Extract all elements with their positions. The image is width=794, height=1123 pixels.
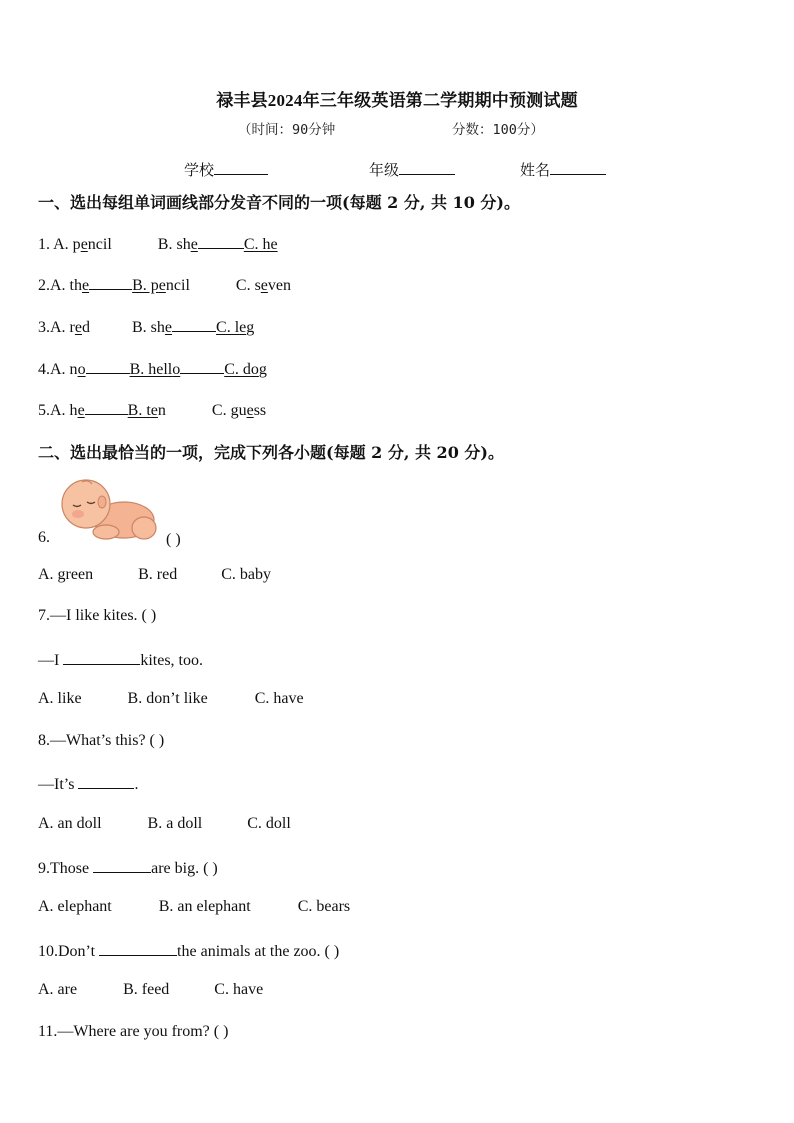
answer-blank[interactable] bbox=[99, 940, 177, 956]
exam-time: （时间：90分钟 bbox=[238, 122, 336, 138]
name-field[interactable] bbox=[520, 159, 606, 180]
question-10-options bbox=[38, 981, 263, 999]
option-b-rest: n bbox=[157, 402, 166, 419]
underline-rule bbox=[172, 316, 216, 332]
option-c-rest: g bbox=[246, 319, 255, 336]
option-b: B. red bbox=[138, 566, 178, 583]
option-a: A. th bbox=[50, 277, 82, 294]
line-text: are big. ( ) bbox=[151, 860, 218, 877]
question-7-line1: 7.—I like kites. ( ) bbox=[38, 607, 157, 624]
option-b: B. sh bbox=[132, 319, 165, 336]
line-text: —It’s bbox=[38, 776, 79, 793]
question-number: 2. bbox=[38, 277, 50, 294]
section2-heading: 二、选出最恰当的一项，完成下列各小题(每题 2 分, 共 20 分)。 bbox=[38, 443, 504, 462]
underlined-letter: e bbox=[74, 319, 82, 336]
underlined-letter: o bbox=[77, 361, 86, 378]
underlined-letter: e bbox=[82, 277, 90, 294]
line-text: 9.Those bbox=[38, 860, 94, 877]
option-a: A. green bbox=[38, 566, 94, 583]
option-c: C. baby bbox=[221, 566, 271, 583]
page-title: 禄丰县2024年三年级英语第二学期期中预测试题 bbox=[216, 91, 578, 110]
option-a: A. like bbox=[38, 690, 82, 707]
grade-field[interactable] bbox=[369, 159, 455, 180]
underlined-letter: e bbox=[239, 319, 247, 336]
option-a: A. elephant bbox=[38, 898, 112, 915]
question-number: 4. bbox=[38, 361, 50, 378]
option-c: C. l bbox=[216, 319, 240, 336]
option-b: B. hell bbox=[129, 361, 173, 378]
exam-score: 分数：100分） bbox=[452, 122, 544, 138]
option-b: B. a doll bbox=[147, 815, 203, 832]
option-c: C. s bbox=[235, 277, 261, 294]
option-c: C. have bbox=[254, 690, 304, 707]
answer-blank[interactable] bbox=[93, 857, 151, 873]
question-8-line1: 8.—What’s this? ( ) bbox=[38, 732, 165, 749]
underline-rule bbox=[180, 358, 224, 374]
option-a: A. n bbox=[50, 361, 78, 378]
underlined-letter: o bbox=[250, 361, 259, 378]
option-a: A. h bbox=[50, 402, 78, 419]
underlined-letter: e bbox=[260, 277, 268, 294]
question-6-options bbox=[38, 566, 271, 584]
underline-rule bbox=[89, 274, 132, 290]
option-b: B. feed bbox=[123, 981, 170, 998]
question-7-line2 bbox=[38, 649, 203, 670]
question-8-line2 bbox=[38, 773, 138, 794]
question-9-line1 bbox=[38, 857, 218, 878]
underline-rule bbox=[85, 399, 128, 415]
option-c-rest: ss bbox=[253, 402, 267, 419]
option-c-rest: ven bbox=[267, 277, 292, 294]
option-c: C. h bbox=[243, 236, 271, 253]
school-blank[interactable] bbox=[214, 160, 268, 175]
option-b: B. an elephant bbox=[158, 898, 251, 915]
grade-label: 年级 bbox=[369, 163, 400, 179]
underline-rule bbox=[86, 358, 130, 374]
option-a-rest: ncil bbox=[87, 236, 112, 253]
school-label: 学校 bbox=[184, 163, 215, 179]
question-6-paren: ( ) bbox=[166, 531, 181, 548]
section1-heading: 一、选出每组单词画线部分发音不同的一项(每题 2 分, 共 10 分)。 bbox=[38, 193, 520, 212]
school-field[interactable] bbox=[184, 159, 268, 180]
underlined-letter: e bbox=[158, 277, 166, 294]
name-blank[interactable] bbox=[550, 160, 606, 175]
underlined-letter: e bbox=[190, 236, 198, 253]
question-4 bbox=[38, 358, 267, 379]
name-label: 姓名 bbox=[520, 163, 551, 179]
option-c: C. bears bbox=[297, 898, 351, 915]
question-number: 1. bbox=[38, 236, 54, 253]
question-5 bbox=[38, 399, 266, 420]
question-9-options bbox=[38, 898, 350, 916]
option-b: B. don’t like bbox=[127, 690, 208, 707]
question-10-line1 bbox=[38, 940, 339, 961]
question-7-options bbox=[38, 690, 304, 708]
line-text: 10.Don’t bbox=[38, 943, 100, 960]
option-b: B. t bbox=[127, 402, 151, 419]
question-11-line1: 11.—Where are you from? ( ) bbox=[38, 1023, 229, 1040]
line-text: the animals at the zoo. ( ) bbox=[177, 943, 340, 960]
question-6-number: 6. bbox=[38, 529, 50, 546]
line-text: kites, too. bbox=[140, 652, 203, 669]
option-a-rest: d bbox=[82, 319, 90, 336]
underline-rule bbox=[198, 233, 244, 249]
option-c: C. d bbox=[224, 361, 251, 378]
underlined-letter: e bbox=[270, 236, 278, 253]
option-b-rest: ncil bbox=[165, 277, 190, 294]
option-a: A. p bbox=[53, 236, 81, 253]
question-number: 5. bbox=[38, 402, 50, 419]
question-1 bbox=[38, 233, 278, 254]
option-c-rest: g bbox=[258, 361, 267, 378]
option-c: C. have bbox=[214, 981, 264, 998]
underlined-letter: e bbox=[77, 402, 85, 419]
option-a: A. are bbox=[38, 981, 78, 998]
option-a: A. an doll bbox=[38, 815, 102, 832]
option-a: A. r bbox=[50, 319, 75, 336]
question-8-options bbox=[38, 815, 291, 833]
option-b: B. p bbox=[132, 277, 159, 294]
option-b: B. sh bbox=[157, 236, 191, 253]
option-c: C. gu bbox=[211, 402, 247, 419]
question-2 bbox=[38, 274, 291, 295]
grade-blank[interactable] bbox=[399, 160, 455, 175]
answer-blank[interactable] bbox=[78, 773, 134, 789]
underlined-letter: e bbox=[246, 402, 254, 419]
underlined-letter: e bbox=[150, 402, 158, 419]
question-3 bbox=[38, 316, 254, 337]
underlined-letter: e bbox=[80, 236, 88, 253]
sleeping-baby-picture bbox=[54, 478, 158, 544]
option-c: C. doll bbox=[247, 815, 291, 832]
line-text: —I bbox=[38, 652, 64, 669]
line-text: . bbox=[134, 776, 139, 793]
answer-blank[interactable] bbox=[63, 649, 140, 665]
underlined-letter: o bbox=[172, 361, 181, 378]
underlined-letter: e bbox=[164, 319, 173, 336]
question-number: 3. bbox=[38, 319, 50, 336]
